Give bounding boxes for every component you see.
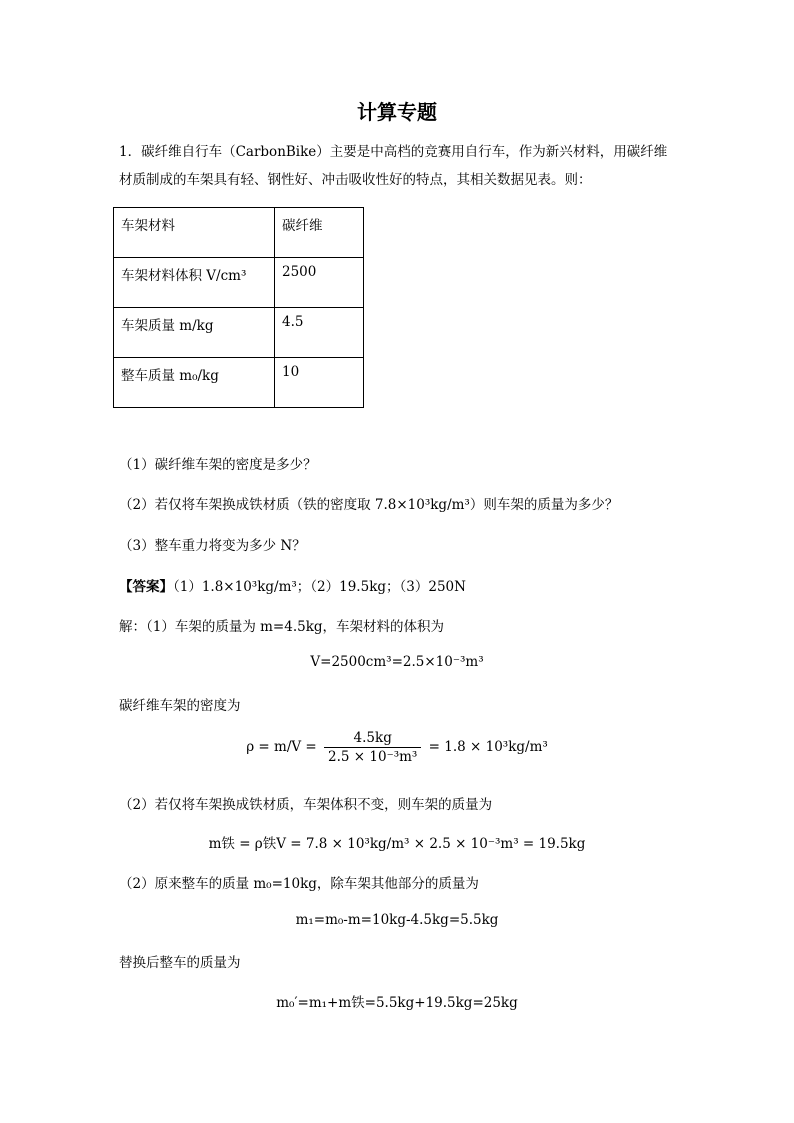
- equation-density-lhs: ρ = m/V =: [246, 739, 317, 755]
- table-cell-label: 车架材料: [114, 208, 275, 258]
- table-row: [114, 208, 364, 258]
- equation-volume: V=2500cm³=2.5×10⁻³m³: [310, 654, 484, 670]
- answer-tag: 【答案】: [119, 579, 173, 595]
- equation-iron-mass: m铁 = ρ铁V = 7.8 × 10³kg/m³ × 2.5 × 10⁻³m³ = 19.5kg: [208, 836, 586, 852]
- table-cell-value: 10: [275, 358, 364, 408]
- sub-question-2: （2）若仅将车架换成铁材质（铁的密度取 7.8×10³kg/m³）则车架的质量为多少？: [119, 497, 619, 513]
- table-cell-value: 碳纤维: [275, 208, 364, 258]
- question-line-1: 1．碳纤维自行车（CarbonBike）主要是中高档的竞赛用自行车，作为新兴材料，用碳纤维: [119, 144, 668, 160]
- equation-density-fraction: [324, 730, 421, 765]
- solution-line-1: 解：（1）车架的质量为 m=4.5kg，车架材料的体积为: [119, 619, 445, 635]
- question-line-2: 材质制成的车架具有轻、钢性好、冲击吸收性好的特点，其相关数据见表。则：: [119, 172, 592, 188]
- sub-question-1: （1）碳纤维车架的密度是多少？: [119, 457, 317, 473]
- solution-line-4: （2）原来整车的质量 m₀=10kg，除车架其他部分的质量为: [119, 876, 479, 892]
- table-cell-value: 2500: [275, 258, 364, 308]
- answer-text: （1）1.8×10³kg/m³；（2）19.5kg；（3）250N: [173, 579, 466, 595]
- table-cell-value: 4.5: [275, 308, 364, 358]
- table-row: [114, 358, 364, 408]
- data-table: [113, 207, 364, 408]
- equation-density-rhs: = 1.8 × 10³kg/m³: [428, 739, 548, 755]
- page-title: 计算专题: [357, 100, 437, 124]
- fraction-numerator: 4.5kg: [324, 730, 421, 748]
- table-cell-label: 整车质量 m₀/kg: [114, 358, 275, 408]
- table-row: [114, 258, 364, 308]
- sub-question-3: （3）整车重力将变为多少 N？: [119, 538, 306, 554]
- solution-line-3: （2）若仅将车架换成铁材质，车架体积不变，则车架的质量为: [119, 797, 493, 813]
- table-cell-label: 车架质量 m/kg: [114, 308, 275, 358]
- table-row: [114, 308, 364, 358]
- table-cell-label: 车架材料体积 V/cm³: [114, 258, 275, 308]
- answer-line: [119, 575, 466, 595]
- equation-density: [0, 730, 794, 765]
- fraction-denominator: 2.5 × 10⁻³m³: [328, 749, 418, 765]
- equation-total-mass: m₀′=m₁+m铁=5.5kg+19.5kg=25kg: [276, 995, 518, 1011]
- equation-other-mass: m₁=m₀-m=10kg-4.5kg=5.5kg: [295, 912, 499, 928]
- solution-line-2: 碳纤维车架的密度为: [119, 698, 241, 714]
- solution-line-5: 替换后整车的质量为: [119, 955, 241, 971]
